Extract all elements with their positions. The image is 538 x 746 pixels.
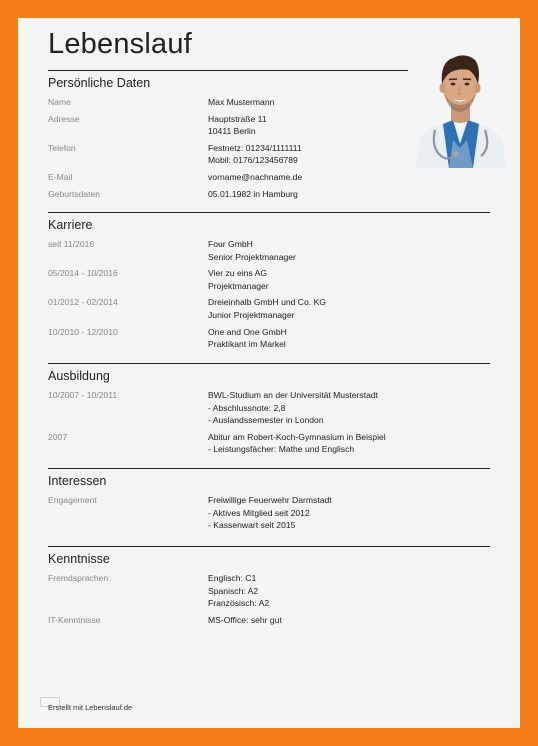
row-label: 01/2012 - 02/2014 [48,297,118,308]
value-line: Projektmanager [208,280,269,291]
row-value [208,389,378,427]
value-line: - Auslandssemester in London [208,415,324,426]
value-line: Mobil: 0176/123456789 [208,155,298,166]
row-label: 2007 [48,431,68,442]
section-divider [48,70,408,71]
row-value [208,267,269,292]
row-label: Fremdsprachen [48,573,109,583]
section-persoenliche-daten [48,70,408,204]
section-kenntnisse [48,546,490,630]
data-row [48,572,490,610]
value-line: Englisch: C1 [208,573,257,583]
value-line: 10411 Berlin [208,126,256,137]
value-line: Abitur am Robert-Koch-Gymnasium in Beispiel [208,431,386,442]
value-line: Französisch: A2 [208,598,270,609]
row-label: E-Mail [48,171,73,182]
row-value [208,171,302,184]
section-divider [48,212,490,213]
data-row [48,113,408,138]
value-line: Junior Projektmanager [208,309,295,320]
section-divider [48,546,490,547]
cv-page [18,18,520,728]
data-row [48,389,490,427]
page-title: Lebenslauf [48,28,192,60]
value-line: - Kassenwart seit 2015 [208,520,296,531]
value-line: Senior Projektmanager [208,251,296,262]
row-label: IT-Kenntnisse [48,614,101,625]
footer-credit: Erstellt mit Lebenslauf.de [48,703,133,712]
row-value [208,113,267,138]
row-label: Adresse [48,113,80,124]
section-title: Interessen [48,474,107,488]
row-value [208,326,287,351]
row-value [208,188,298,201]
value-line: - Aktives Mitglied seit 2012 [208,507,310,518]
data-row [48,494,490,532]
section-title: Ausbildung [48,369,110,383]
row-value [208,494,332,532]
profile-photo [413,44,508,168]
value-line: vorname@nachname.de [208,171,303,182]
data-row [48,431,490,456]
section-divider [48,363,490,364]
section-karriere [48,212,490,355]
section-divider [48,468,490,469]
row-value [208,572,269,610]
value-line: Dreieinhalb GmbH und Co. KG [208,297,326,308]
row-label: 10/2007 - 10/2011 [48,390,118,400]
row-value [208,238,296,263]
value-line: - Leistungsfächer: Mathe und Englisch [208,444,355,455]
data-row [48,296,490,321]
row-value [208,431,386,456]
value-line: BWL-Studium an der Universität Musterstadt [208,390,379,400]
row-value [208,614,282,627]
row-label: Engagement [48,495,97,505]
section-title: Kenntnisse [48,552,110,566]
row-label: Telefon [48,142,76,153]
value-line: Max Mustermann [208,97,275,107]
row-label: 05/2014 - 10/2016 [48,268,118,279]
value-line: Four GmbH [208,239,253,249]
value-line: MS-Office: sehr gut [208,614,282,625]
row-label: Name [48,97,71,107]
section-title: Persönliche Daten [48,76,151,90]
data-row [48,238,490,263]
row-value [208,96,274,109]
data-row [48,614,490,627]
data-row [48,326,490,351]
row-label: 10/2010 - 12/2010 [48,326,118,337]
value-line: Freiwillige Feuerwehr Darmstadt [208,495,332,505]
value-line: Hauptstraße 11 [208,113,267,124]
value-line: 05.01.1982 in Hamburg [208,188,298,199]
value-line: - Abschlussnote: 2,8 [208,402,286,413]
value-line: Festnetz: 01234/1111111 [208,142,302,153]
value-line: Praktikant im Markel [208,339,286,350]
section-title: Karriere [48,218,93,232]
section-ausbildung [48,363,490,460]
section-interessen [48,468,490,536]
data-row [48,188,408,201]
row-label: Geburtsdaten [48,188,101,199]
row-value [208,142,302,167]
data-row [48,142,408,167]
value-line: One and One GmbH [208,326,287,337]
data-row [48,96,408,109]
value-line: Vier zu eins AG [208,268,268,279]
row-label: seit 11/2016 [48,239,95,249]
row-value [208,296,326,321]
value-line: Spanisch: A2 [208,585,259,596]
data-row [48,171,408,184]
data-row [48,267,490,292]
